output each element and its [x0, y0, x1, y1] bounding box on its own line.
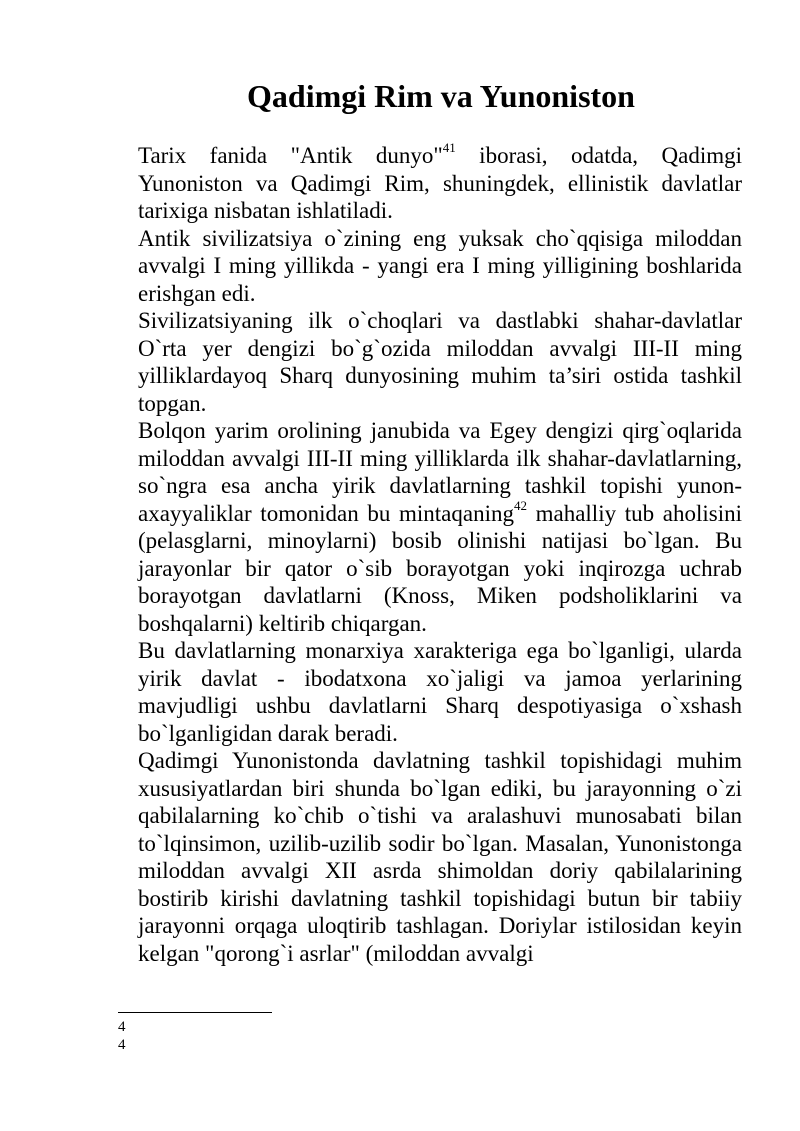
footnote-separator [118, 1012, 272, 1013]
paragraph-text: Antik sivilizatsiya o`zining eng yuksak cho`qqisiga miloddan avvalgi I ming yillikda - yangi era I ming yilligining boshlarida erishgan edi. [138, 225, 742, 306]
paragraph-text: Tarix fanida "Antik dunyo" [138, 143, 443, 168]
footnote-ref-41: 41 [442, 140, 456, 156]
paragraph-text: Qadimgi Yunonistonda davlatning tashkil topishidagi muhim xususiyatlardan biri shunda bo`lgan ediki, bu jarayonning o`zi qabilalarning ko`chib o`tishi va aralashuvi munosabati bilan to`lqinsimon, uzilib-uzilib sodir bo`lgan. Masalan, Yunonistonga miloddan avvalgi XII asrda shimoldan doriy qabilalarining bostirib kirishi davlatning tashkil topishidagi butun bir tabiiy jarayonni orqaga uloqtirib tashlagan. Doriylar istilosidan keyin kelgan "qorong`i asrlar" (miloddan avvalgi [138, 748, 742, 966]
paragraph-1 [138, 142, 742, 225]
paragraph-text: mahalliy tub aholisini (pelasglarni, minoylarni) bosib olinishi natijasi bo`lgan. Bu jarayonlar bir qator o`sib borayotgan yoki inqirozga uchrab borayotgan davlatlarni (Knoss, Miken podsholiklarini va boshqalarni) keltirib chiqargan. [138, 500, 742, 636]
paragraph-4 [138, 417, 742, 637]
body-text [138, 142, 742, 967]
footnote-ref-42: 42 [513, 497, 527, 513]
paragraph-text: Bolqon yarim orolining janubida va Egey dengizi qirg`oqlarida miloddan avvalgi III-II ming yilliklarda ilk shahar-davlatlarning, so`ngra esa ancha yirik davlatlarning tashkil topishi yunon-axayyaliklar tomonidan bu mintaqaning [138, 418, 742, 526]
paragraph-text: Sivilizatsiyaning ilk o`choqlari va dastlabki shahar-davlatlar O`rta yer dengizi bo`g`ozida miloddan avvalgi III-II ming yilliklardayoq Sharq dunyosining muhim ta’siri ostida tashkil topgan. [138, 308, 742, 416]
footnote-number: 4 [118, 1037, 126, 1053]
paragraph-text: iborasi, odatda, Qadimgi Yunoniston va Qadimgi Rim, shuningdek, ellinistik davlatlar tarixiga nisbatan ishlatiladi. [138, 143, 742, 223]
footnote-number: 4 [118, 1019, 126, 1035]
paragraph-6 [138, 747, 742, 967]
paragraph-2 [138, 225, 742, 308]
page-title: Qadimgi Rim va Yunoniston [247, 78, 635, 114]
paragraph-5 [138, 637, 742, 747]
paragraph-text: Bu davlatlarning monarxiya xarakteriga ega bo`lganligi, ularda yirik davlat - ibodatxona xo`jaligi va jamoa yerlarining mavjudligi ushbu davlatlarni Sharq despotiyasiga o`xshash bo`lganligidan darak beradi. [138, 638, 742, 746]
paragraph-3 [138, 307, 742, 417]
